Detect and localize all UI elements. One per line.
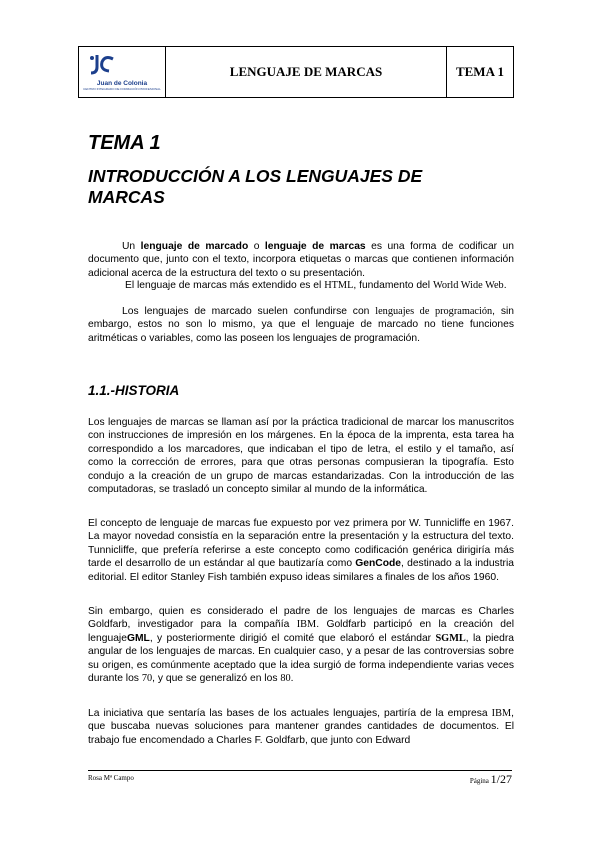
logo-icon [83, 53, 119, 75]
historia-paragraph-2: El concepto de lenguaje de marcas fue expuesto por vez primera por W. Tunnicliffe en 1967. La mayor novedad consistía en la separación entre la presentación y la estructura del texto. Tunnicliffe, que prefería referirse a este concepto como codificación genérica dirigiría más tarde el desarrollo de un estándar al que bautizaría como GenCode, destinado a la industria editorial. El editor Stanley Fish también expuso ideas similares a finales de los años 1960. [88, 518, 514, 583]
intro-paragraph-3: Los lenguajes de marcado suelen confundirse con lenguajes de programación, sin embargo, estos no son lo mismo, ya que el lenguaje de marcado no tiene funciones aritméticas o variables, como las poseen los lenguajes de programación. [88, 306, 515, 344]
section-title: 1.1.-HISTORIA [88, 383, 180, 398]
historia-paragraph-1: Los lenguajes de marcas se llaman así por la práctica tradicional de marcar los manuscritos con instrucciones de impresión en los márgenes. En la época de la imprenta, esta tarea ha correspondido a los marcadores, que indicaban el tipo de letra, el estilo y el tamaño, así como la corrección de errores, para que otras personas compusieran la tipografía. Esto condujo a la creación de un grupo de marcas estandarizadas. Con la introducción de las computadoras, se trasladó un concepto similar al mundo de la informática. [88, 417, 514, 496]
logo [79, 47, 166, 97]
historia-paragraph-3: Sin embargo, quien es considerado el padre de los lenguajes de marcas es Charles Goldfarb, investigador para la compañía IBM. Goldfarb participó en la creación del lenguajeGML, y posteriormente dirigió el comité que elaboró el estándar SGML, la piedra angular de los lenguajes de marcas. En cualquier caso, y a pesar de las controversias sobre su origen, es comúnmente aceptado que la idea surgió de forma independiente varias veces durante los 70, y que se generalizó en los 80. [88, 606, 514, 685]
header-tema: TEMA 1 [446, 47, 513, 97]
footer-page: Página 1/27 [469, 772, 512, 786]
logo-name: Juan de Colonia [96, 80, 148, 87]
logo-subtitle: CENTRO INTEGRADO DE FORMACIÓN PROFESIONAL [83, 87, 161, 91]
historia-paragraph-4: La iniciativa que sentaría las bases de los actuales lenguajes, partiría de la empresa IBM, que buscaba nuevas soluciones para mantener grandes cantidades de documentos. El trabajo fue encomendado a Charles F. Goldfarb, que junto con Edward [88, 708, 514, 746]
page-title: TEMA 1 [88, 132, 161, 154]
header-title: LENGUAJE DE MARCAS [229, 64, 383, 79]
page-number: 1/27 [490, 772, 512, 786]
intro-paragraph-1: Un lenguaje de marcado o lenguaje de marcas es una forma de codificar un documento que, junto con el texto, incorpora etiquetas o marcas que contienen información adicional acerca de la estructura del texto o su presentación. [88, 241, 515, 279]
page-header [78, 46, 514, 98]
page-subtitle: INTRODUCCIÓN A LOS LENGUAJES DE MARCAS [88, 166, 423, 207]
intro-paragraph-2: El lenguaje de marcas más extendido es el HTML, fundamento del World Wide Web. [125, 280, 507, 291]
footer-divider [88, 770, 512, 771]
footer-author: Rosa Mª Campo [88, 774, 134, 782]
